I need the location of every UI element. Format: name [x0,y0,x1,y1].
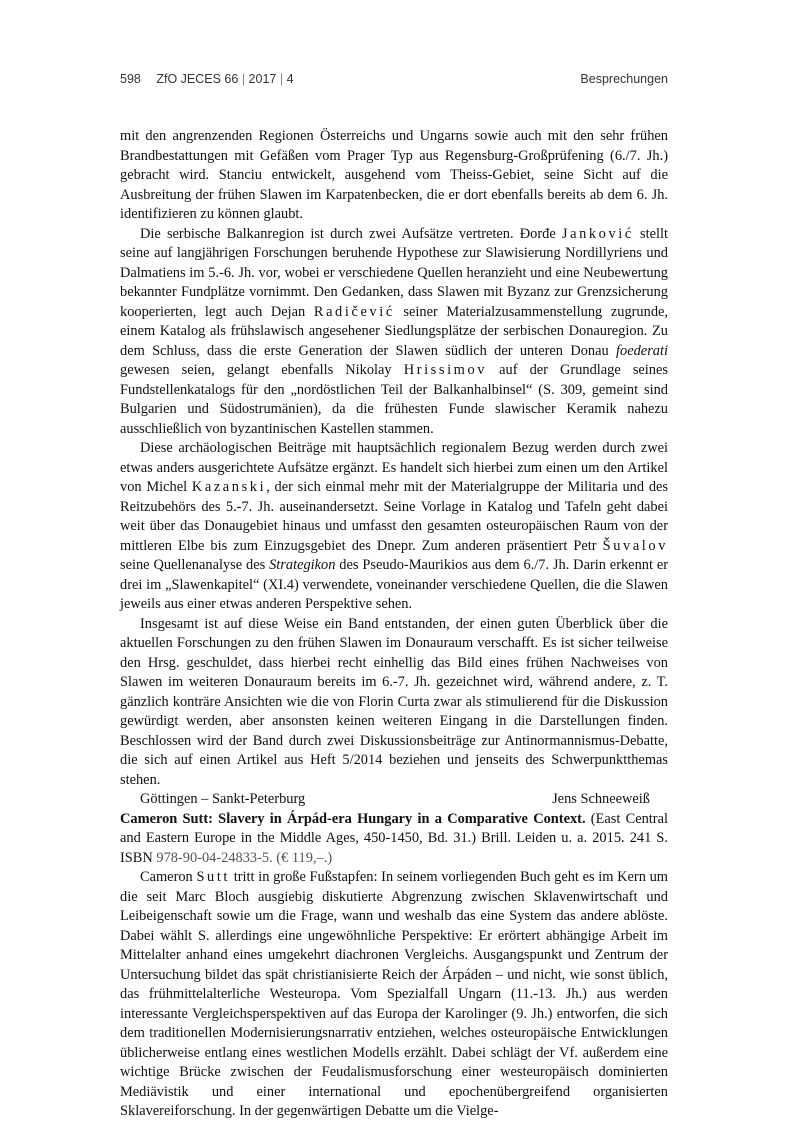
paragraph: Diese archäologischen Beiträge mit hauptsächlich regionalem Bezug werden durch zwei etwas anders ausgerichtete Aufsätze ergänzt. Es handelt sich hierbei zum einen um den Artikel von Michel Kazanski, der sich einmal mehr mit der Materialgruppe der Militaria und des Reitzubehörs des 5.-7. Jh. auseinandersetzt. Seine Vorlage in Katalog und Tafeln geht dabei weit über das Donaugebiet hinaus und umfasst den gesamten osteuropäischen Raum von der mittleren Elbe bis zum Einzugsgebiet des Dnepr. Zum anderen präsentiert Petr Šuvalov seine Quellenanalyse des Strategikon des Pseudo-Maurikios aus dem 6./7. Jh. Darin erkennt er drei im „Slawenkapitel“ (XI.4) verwendete, voneinander verschiedene Quellen, die die Slawen jeweils aus einer etwas anderen Perspektive sehen. [120,440,669,612]
isbn-link[interactable]: 978-90-04-24833-5 [156,849,270,866]
author-name: Sutt [196,869,231,885]
reviewer-name: Jens Schneeweiß [552,791,650,807]
review-place: Göttingen – Sankt-Peterburg [140,791,306,807]
review-signature [120,790,668,810]
book-title: Cameron Sutt: Slavery in Árpád-era Hungary in a Comparative Context. [120,810,586,827]
book-price: . (€ 119,–.) [269,849,333,866]
article-body [120,127,668,1122]
author-name: Hrissimov [403,362,488,378]
author-name: Šuvalov [602,537,668,554]
review-heading [120,810,668,869]
italic-term: Strategikon [269,557,336,573]
header-separator: | [241,72,246,86]
header-separator: | [279,72,284,86]
paragraph: mit den angrenzenden Regionen Österreichs und Ungarns sowie auch mit den sehr frühen Brandbestattungen mit Gefäßen vom Prager Typ aus Regensburg-Großprüfening (6./7. Jh.) gebracht wird. Stanciu entwickelt, ausgehend vom Theiss-Gebiet, seine Sicht auf die Ausbreitung der frühen Slawen im Karpatenbecken, die er dort ebenfalls bereits ab dem 6. Jh. identifizieren zu können glaubt. [120,128,668,222]
paragraph: Die serbische Balkanregion ist durch zwei Aufsätze vertreten. Đorđe Janković stellt seine auf langjährigen Forschungen beruhende Hypothese zur Slawisierung Nordillyriens und Dalmatiens im 5.-6. Jh. vor, wobei er verschiedene Quellen heranzieht und eine Neubewertung bekannter Fundplätze vornimmt. Den Gedanken, dass Slawen mit Byzanz zur Grenzsicherung kooperierten, legt auch Dejan Radičević seiner Materialzusammenstellung zugrunde, einem Katalog als frühslawisch angesehener Siedlungsplätze der serbischen Donauregion. Zu dem Schluss, dass die erste Generation der Slawen südlich der unteren Donau foederati gewesen seien, gelangt ebenfalls Nikolay Hrissimov auf der Grundlage seines Fundstellenkatalogs für den „nordöstlichen Teil der Balkanhalbinsel“ (S. 309, gemeint sind Bulgarien und Südostrumänien), da die frühesten Funde slawischer Keramik nahezu ausschließlich von byzantinischen Kastellen stammen. [120,225,669,437]
journal-year: 2017 [248,72,277,86]
header-left [120,72,294,86]
page-number: 598 [120,72,141,86]
running-header [120,72,668,92]
author-name: Janković [561,225,634,242]
author-name: Kazanski [191,479,267,495]
paragraph: Cameron Sutt tritt in große Fußstapfen: In seinem vorliegenden Buch geht es im Kern um die seit Marc Bloch ausgiebig diskutierte Abgrenzung zwischen Sklavenwirtschaft und Leibeigenschaft sowie um die Frage, wann und weshalb das eine System das andere ablöste. Dabei wählt S. allerdings eine ungewöhnliche Perspektive: Er erörtert abhängige Arbeit im Mittelalter anhand eines umgekehrt diachronen Vergleichs. Ausgangspunkt und Zentrum der Untersuchung bildet das spät christianisierte Reich der Árpáden – und nicht, wie sonst üblich, das frühmittelalterliche Westeuropa. Vom Spezialfall Ungarn (11.-13. Jh.) aus werden interessante Vergleichsperspektiven auf das Europa der Karolinger (9. Jh.) entworfen, die sich dem traditionellen Modernisierungsnarrativ entziehen, welches osteuropäische Entwicklungen üblicherweise entlang eines westlichen Modells erzählt. Dabei schlägt der Vf. außerdem eine wichtige Brücke zwischen der Feudalismusforschung einer westeuropäisch dominierten Mediävistik und einer international und epochenübergreifend organisierten Sklavereiforschung. In der gegenwärtigen Debatte um die Vielge- [120,869,668,1119]
author-name: Radičević [313,303,395,320]
section-title: Besprechungen [580,72,668,86]
journal-name: ZfO JECES 66 [156,72,239,86]
book-meta: (East Central and Eastern Europe in the Middle Ages, 450-1450, Bd. 31.) Brill. Leiden u. a. 2015. 241 S. ISBN [120,810,668,866]
italic-term: foederati [616,342,668,359]
paragraph: Insgesamt ist auf diese Weise ein Band entstanden, der einen guten Überblick über die aktuellen Forschungen zu den frühen Slawen im Donauraum verschafft. Es ist sicher teilweise den Hrsg. geschuldet, dass hierbei recht einhellig das Bild eines frühen Nachweises von Slawen im weiteren Donauraum bereits im 6.-7. Jh. gezeichnet wird, während andere, z. T. gänzlich konträre Ansichten wie die von Florin Curta zwar als stimulierend für die Diskussion gewürdigt werden, aber ansonsten keinen weiteren Eingang in die Darstellungen finden. Beschlossen wird der Band durch zwei Diskussionsbeiträge zur Antinormannismus-Debatte, die sich auf einen Artikel aus Heft 5/2014 beziehen und jenseits des Schwerpunktthemas stehen. [120,615,668,788]
journal-issue: 4 [286,72,294,86]
